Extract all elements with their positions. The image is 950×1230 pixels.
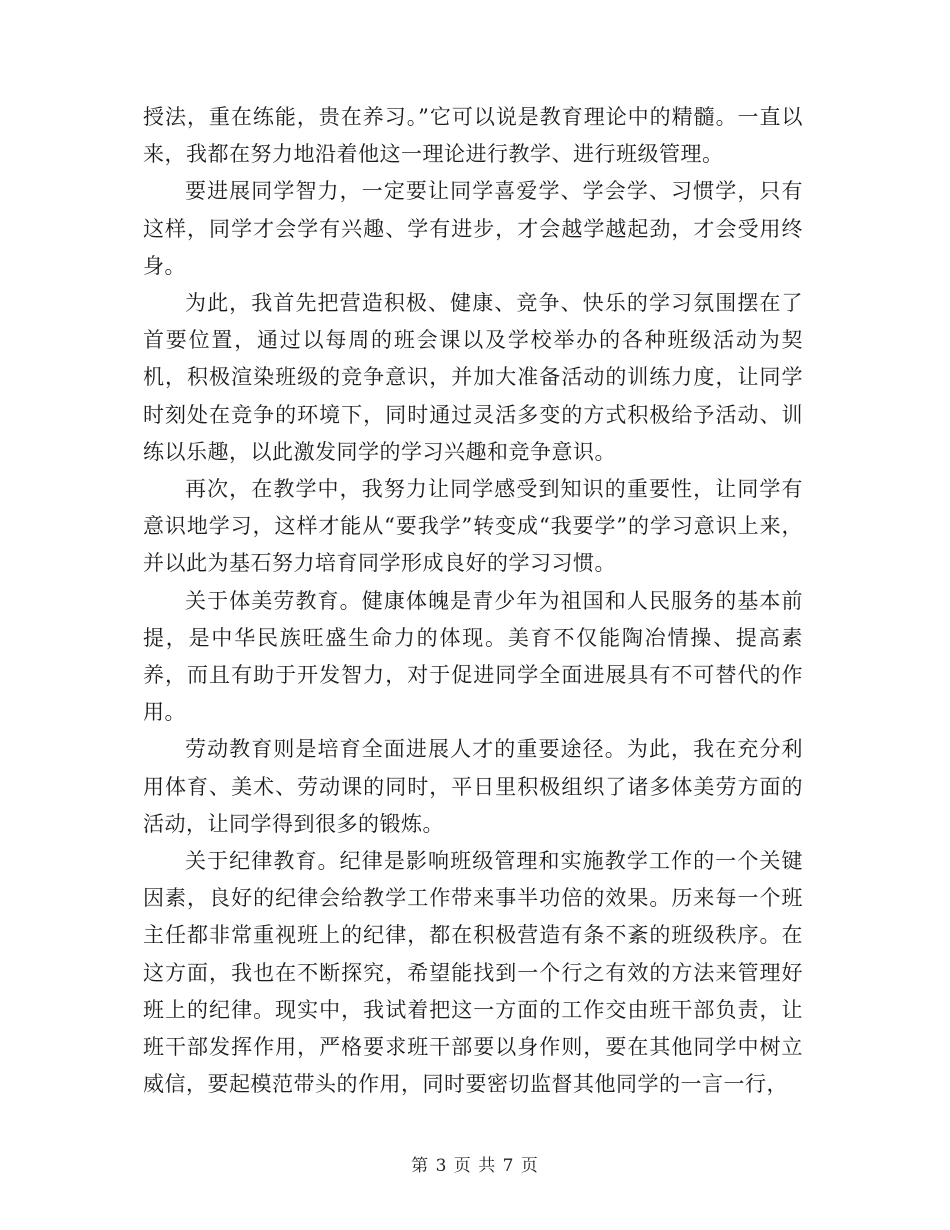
- paragraph-discipline: 关于纪律教育。纪律是影响班级管理和实施教学工作的一个关键因素，良好的纪律会给教学工作带来事半功倍的效果。历来每一个班主任都非常重视班上的纪律，都在积极营造有条不紊的班级秩序。在这方面，我也在不断探究，希望能找到一个行之有效的方法来管理好班上的纪律。现实中，我试着把这一方面的工作交由班干部负责，让班干部发挥作用，严格要求班干部要以身作则，要在其他同学中树立威信，要起模范带头的作用，同时要密切监督其他同学的一言一行，: [143, 849, 803, 1097]
- paragraph-continuation: 授法，重在练能，贵在养习。”它可以说是教育理论中的精髓。一直以来，我都在努力地沿着他这一理论进行教学、进行班级管理。: [143, 105, 803, 167]
- paragraph-labor-education: 劳动教育则是培育全面进展人才的重要途径。为此，我在充分利用体育、美术、劳动课的同时，平日里积极组织了诸多体美劳方面的活动，让同学得到很多的锻炼。: [143, 737, 803, 836]
- page-number-footer: 第 3 页 共 7 页: [411, 1156, 539, 1176]
- paragraph-atmosphere: 为此，我首先把营造积极、健康、竞争、快乐的学习氛围摆在了首要位置，通过以每周的班会课以及学校举办的各种班级活动为契机，积极渲染班级的竞争意识，并加大准备活动的训练力度，让同学时刻处在竞争的环境下，同时通过灵活多变的方式积极给予活动、训练以乐趣，以此激发同学的学习兴趣和竞争意识。: [143, 291, 803, 464]
- paragraph-intellect: 要进展同学智力，一定要让同学喜爱学、学会学、习惯学，只有这样，同学才会学有兴趣、学有进步，才会越学越起劲，才会受用终身。: [143, 179, 803, 278]
- paragraph-pe-art-labor: 关于体美劳教育。健康体魄是青少年为祖国和人民服务的基本前提，是中华民族旺盛生命力的体现。美育不仅能陶冶情操、提高素养，而且有助于开发智力，对于促进同学全面进展具有不可替代的作用。: [143, 588, 803, 725]
- document-body: [143, 99, 803, 1103]
- paragraph-teaching: 再次，在教学中，我努力让同学感受到知识的重要性，让同学有意识地学习，这样才能从“要我学”转变成“我要学”的学习意识上来，并以此为基石努力培育同学形成良好的学习习惯。: [143, 477, 803, 576]
